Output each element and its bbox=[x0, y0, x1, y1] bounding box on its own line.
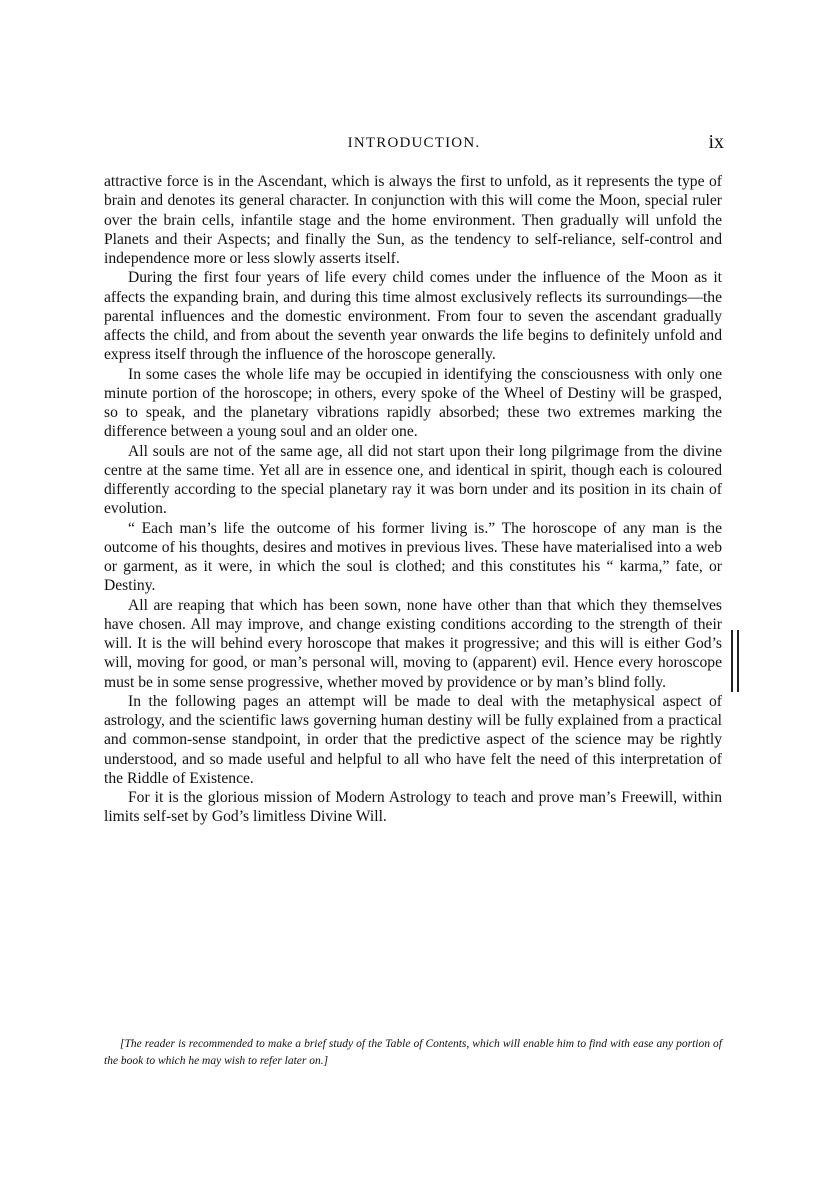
paragraph: In the following pages an attempt will be made to deal with the metaphysical aspect of astrology, and the scientific laws governing human destiny will be fully explained from a practical and common-sense standpoint, in order that the predictive aspect of the science may be rightly understood, and so made useful and helpful to all who have felt the need of this interpretation of the Riddle of Existence. bbox=[104, 692, 722, 787]
running-title: INTRODUCTION. bbox=[347, 135, 481, 151]
page-number: ix bbox=[708, 131, 724, 153]
page-header bbox=[104, 133, 724, 155]
margin-line bbox=[731, 630, 733, 692]
margin-marks bbox=[729, 630, 743, 692]
paragraph: For it is the glorious mission of Modern Astrology to teach and prove man’s Freewill, within limits self-set by God’s limitless Divine Will. bbox=[104, 789, 722, 826]
paragraph: All souls are not of the same age, all did not start upon their long pilgrimage from the divine centre at the same time. Yet all are in essence one, and identical in spirit, though each is coloured differently according to the special planetary ray it was born under and its position in its chain of evolution. bbox=[104, 442, 722, 518]
paragraph: All are reaping that which has been sown, none have other than that which they themselves have chosen. All may improve, and change existing conditions according to the strength of their will. It is the will behind every horoscope that makes it progressive; and this will is either God’s will, moving for good, or man’s personal will, moving to (apparent) evil. Hence every horoscope must be in some sense progressive, whether moved by providence or by man’s blind folly. bbox=[104, 596, 722, 691]
body-text bbox=[104, 172, 722, 827]
paragraph: In some cases the whole life may be occupied in identifying the consciousness with only one minute portion of the horoscope; in others, every spoke of the Wheel of Destiny will be grasped, so to speak, and the planetary vibrations rapidly absorbed; these two extremes marking the difference between a young soul and an older one. bbox=[104, 365, 722, 441]
footnote: [The reader is recommended to make a brief study of the Table of Contents, which will enable him to find with ease any portion of the book to which he may wish to refer later on.] bbox=[104, 1038, 722, 1067]
margin-line bbox=[737, 630, 739, 692]
paragraph: During the first four years of life every child comes under the influence of the Moon as it affects the expanding brain, and during this time almost exclusively reflects its surroundings—the parental influences and the domestic environment. From four to seven the ascendant gradually affects the child, and from about the seventh year onwards the life begins to definitely unfold and express itself through the influence of the horoscope generally. bbox=[104, 269, 722, 364]
paragraph: “ Each man’s life the outcome of his former living is.” The horoscope of any man is the outcome of his thoughts, desires and motives in previous lives. These have materialised into a web or garment, as it were, in which the soul is clothed; and this constitutes his “ karma,” fate, or Destiny. bbox=[104, 519, 722, 595]
paragraph: attractive force is in the Ascendant, which is always the first to unfold, as it represents the type of brain and denotes its general character. In conjunction with this will come the Moon, special ruler over the brain cells, infantile stage and the home environment. Then gradually will unfold the Planets and their Aspects; and finally the Sun, as the tendency to self-reliance, self-control and independence more or less slowly asserts itself. bbox=[104, 173, 722, 267]
